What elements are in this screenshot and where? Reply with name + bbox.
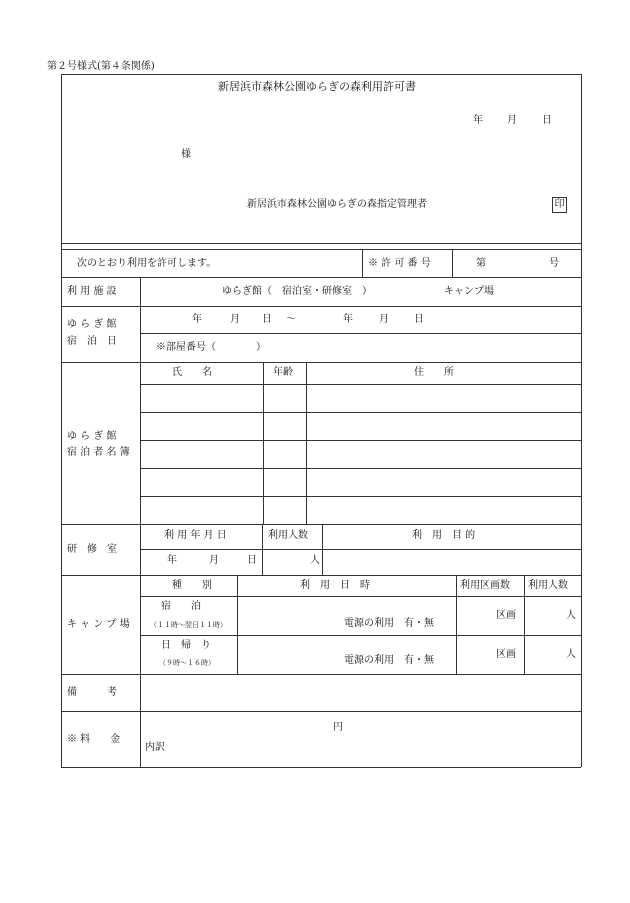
stay-tilde: ～	[286, 314, 296, 325]
stay-start-day: 日	[262, 314, 272, 325]
row-divider	[140, 412, 581, 413]
stay-start-month: 月	[230, 314, 240, 325]
camp-row-plots-unit: 区画	[496, 610, 516, 621]
training-room-label: 研 修 室	[67, 544, 117, 555]
seal-mark: 印	[552, 197, 567, 213]
row-divider	[61, 674, 581, 675]
column-divider	[362, 249, 363, 277]
column-divider	[140, 277, 141, 767]
row-divider	[140, 496, 581, 497]
row-divider	[61, 249, 581, 250]
row-divider	[61, 362, 581, 363]
camp-row-type: 宿 泊	[161, 601, 201, 612]
column-divider	[456, 575, 457, 674]
form-number: 第２号様式(第４条関係)	[47, 61, 155, 72]
stay-end-month: 月	[379, 314, 389, 325]
stay-dates-label-line1: ゆ ら ぎ 館	[67, 319, 117, 330]
guest-list-label-line2: 宿 泊 者 名 簿	[67, 447, 130, 458]
column-divider	[237, 575, 238, 674]
column-divider	[306, 362, 307, 524]
camp-col-type: 種 別	[172, 580, 212, 591]
camp-col-plots: 利用区画数	[460, 580, 510, 591]
fee-breakdown-label: 内訳	[145, 742, 165, 753]
row-divider	[140, 596, 581, 597]
row-divider	[61, 306, 581, 307]
table-border	[61, 767, 581, 768]
table-border	[61, 74, 62, 767]
stay-end-day: 日	[414, 314, 424, 325]
training-people-unit: 人	[310, 555, 320, 566]
permit-number-prefix: 第	[476, 258, 486, 269]
permit-number-suffix: 号	[549, 258, 559, 269]
permit-title: 新居浜市森林公園ゆらぎの森利用許可書	[218, 80, 416, 93]
row-divider	[61, 243, 581, 244]
row-divider	[140, 384, 581, 385]
guest-list-label-line1: ゆ ら ぎ 館	[67, 431, 117, 442]
stay-end-year: 年	[343, 314, 353, 325]
camp-row-type: 日 帰 り	[161, 640, 211, 651]
row-divider	[61, 575, 581, 576]
row-divider	[140, 440, 581, 441]
training-col-people: 利用人数	[268, 530, 308, 541]
issuer-name: 新居浜市森林公園ゆらぎの森指定管理者	[247, 199, 427, 210]
guest-col-age: 年齢	[273, 367, 293, 378]
column-divider	[322, 524, 323, 575]
fee-yen-unit: 円	[333, 722, 343, 733]
training-col-date: 利 用 年 月 日	[164, 530, 227, 541]
column-divider	[524, 575, 525, 674]
date-day-label: 日	[542, 115, 552, 126]
row-divider	[140, 549, 581, 550]
row-divider	[140, 468, 581, 469]
date-year-label: 年	[473, 115, 483, 126]
table-border	[581, 74, 582, 767]
camp-row-hours: （１１時～翌日１１時）	[150, 621, 227, 629]
camp-row-plots-unit: 区画	[496, 649, 516, 660]
table-border	[61, 74, 581, 75]
facility-label: 利 用 施 設	[67, 286, 117, 297]
row-divider	[61, 277, 581, 278]
permission-statement: 次のとおり利用を許可します。	[77, 258, 217, 269]
stay-start-year: 年	[192, 314, 202, 325]
camp-row-people-unit: 人	[566, 610, 576, 621]
row-divider	[140, 333, 581, 334]
camp-row-power: 電源の利用 有・無	[344, 618, 434, 629]
guest-col-name: 氏 名	[172, 367, 212, 378]
row-divider	[140, 635, 581, 636]
camp-col-people: 利用人数	[528, 580, 568, 591]
guest-col-address: 住 所	[414, 367, 454, 378]
facility-camp-option: キャンプ場	[444, 286, 494, 297]
column-divider	[263, 362, 264, 524]
camp-row-power: 電源の利用 有・無	[344, 655, 434, 666]
remarks-label: 備 考	[67, 687, 117, 698]
row-divider	[61, 524, 581, 525]
date-month-label: 月	[507, 115, 517, 126]
stay-dates-label-line2: 宿 泊 日	[67, 336, 117, 347]
fee-label: ※ 料 金	[67, 734, 121, 745]
training-year: 年	[167, 555, 177, 566]
training-day: 日	[247, 555, 257, 566]
addressee-suffix: 様	[181, 149, 191, 160]
camp-col-datetime: 利 用 日 時	[300, 580, 370, 591]
room-number-field: ※部屋番号（ ）	[156, 342, 266, 353]
training-col-purpose: 利 用 目 的	[412, 530, 476, 541]
camp-label: キ ャ ン プ 場	[67, 619, 130, 630]
row-divider	[61, 711, 581, 712]
camp-row-hours: （９時～１６時）	[159, 659, 215, 667]
training-month: 月	[209, 555, 219, 566]
permit-number-label: ※ 許 可 番 号	[368, 258, 431, 269]
column-divider	[452, 249, 453, 277]
facility-lodge-option: ゆらぎ館（ 宿泊室・研修室 ）	[222, 286, 372, 297]
camp-row-people-unit: 人	[566, 649, 576, 660]
column-divider	[262, 524, 263, 575]
